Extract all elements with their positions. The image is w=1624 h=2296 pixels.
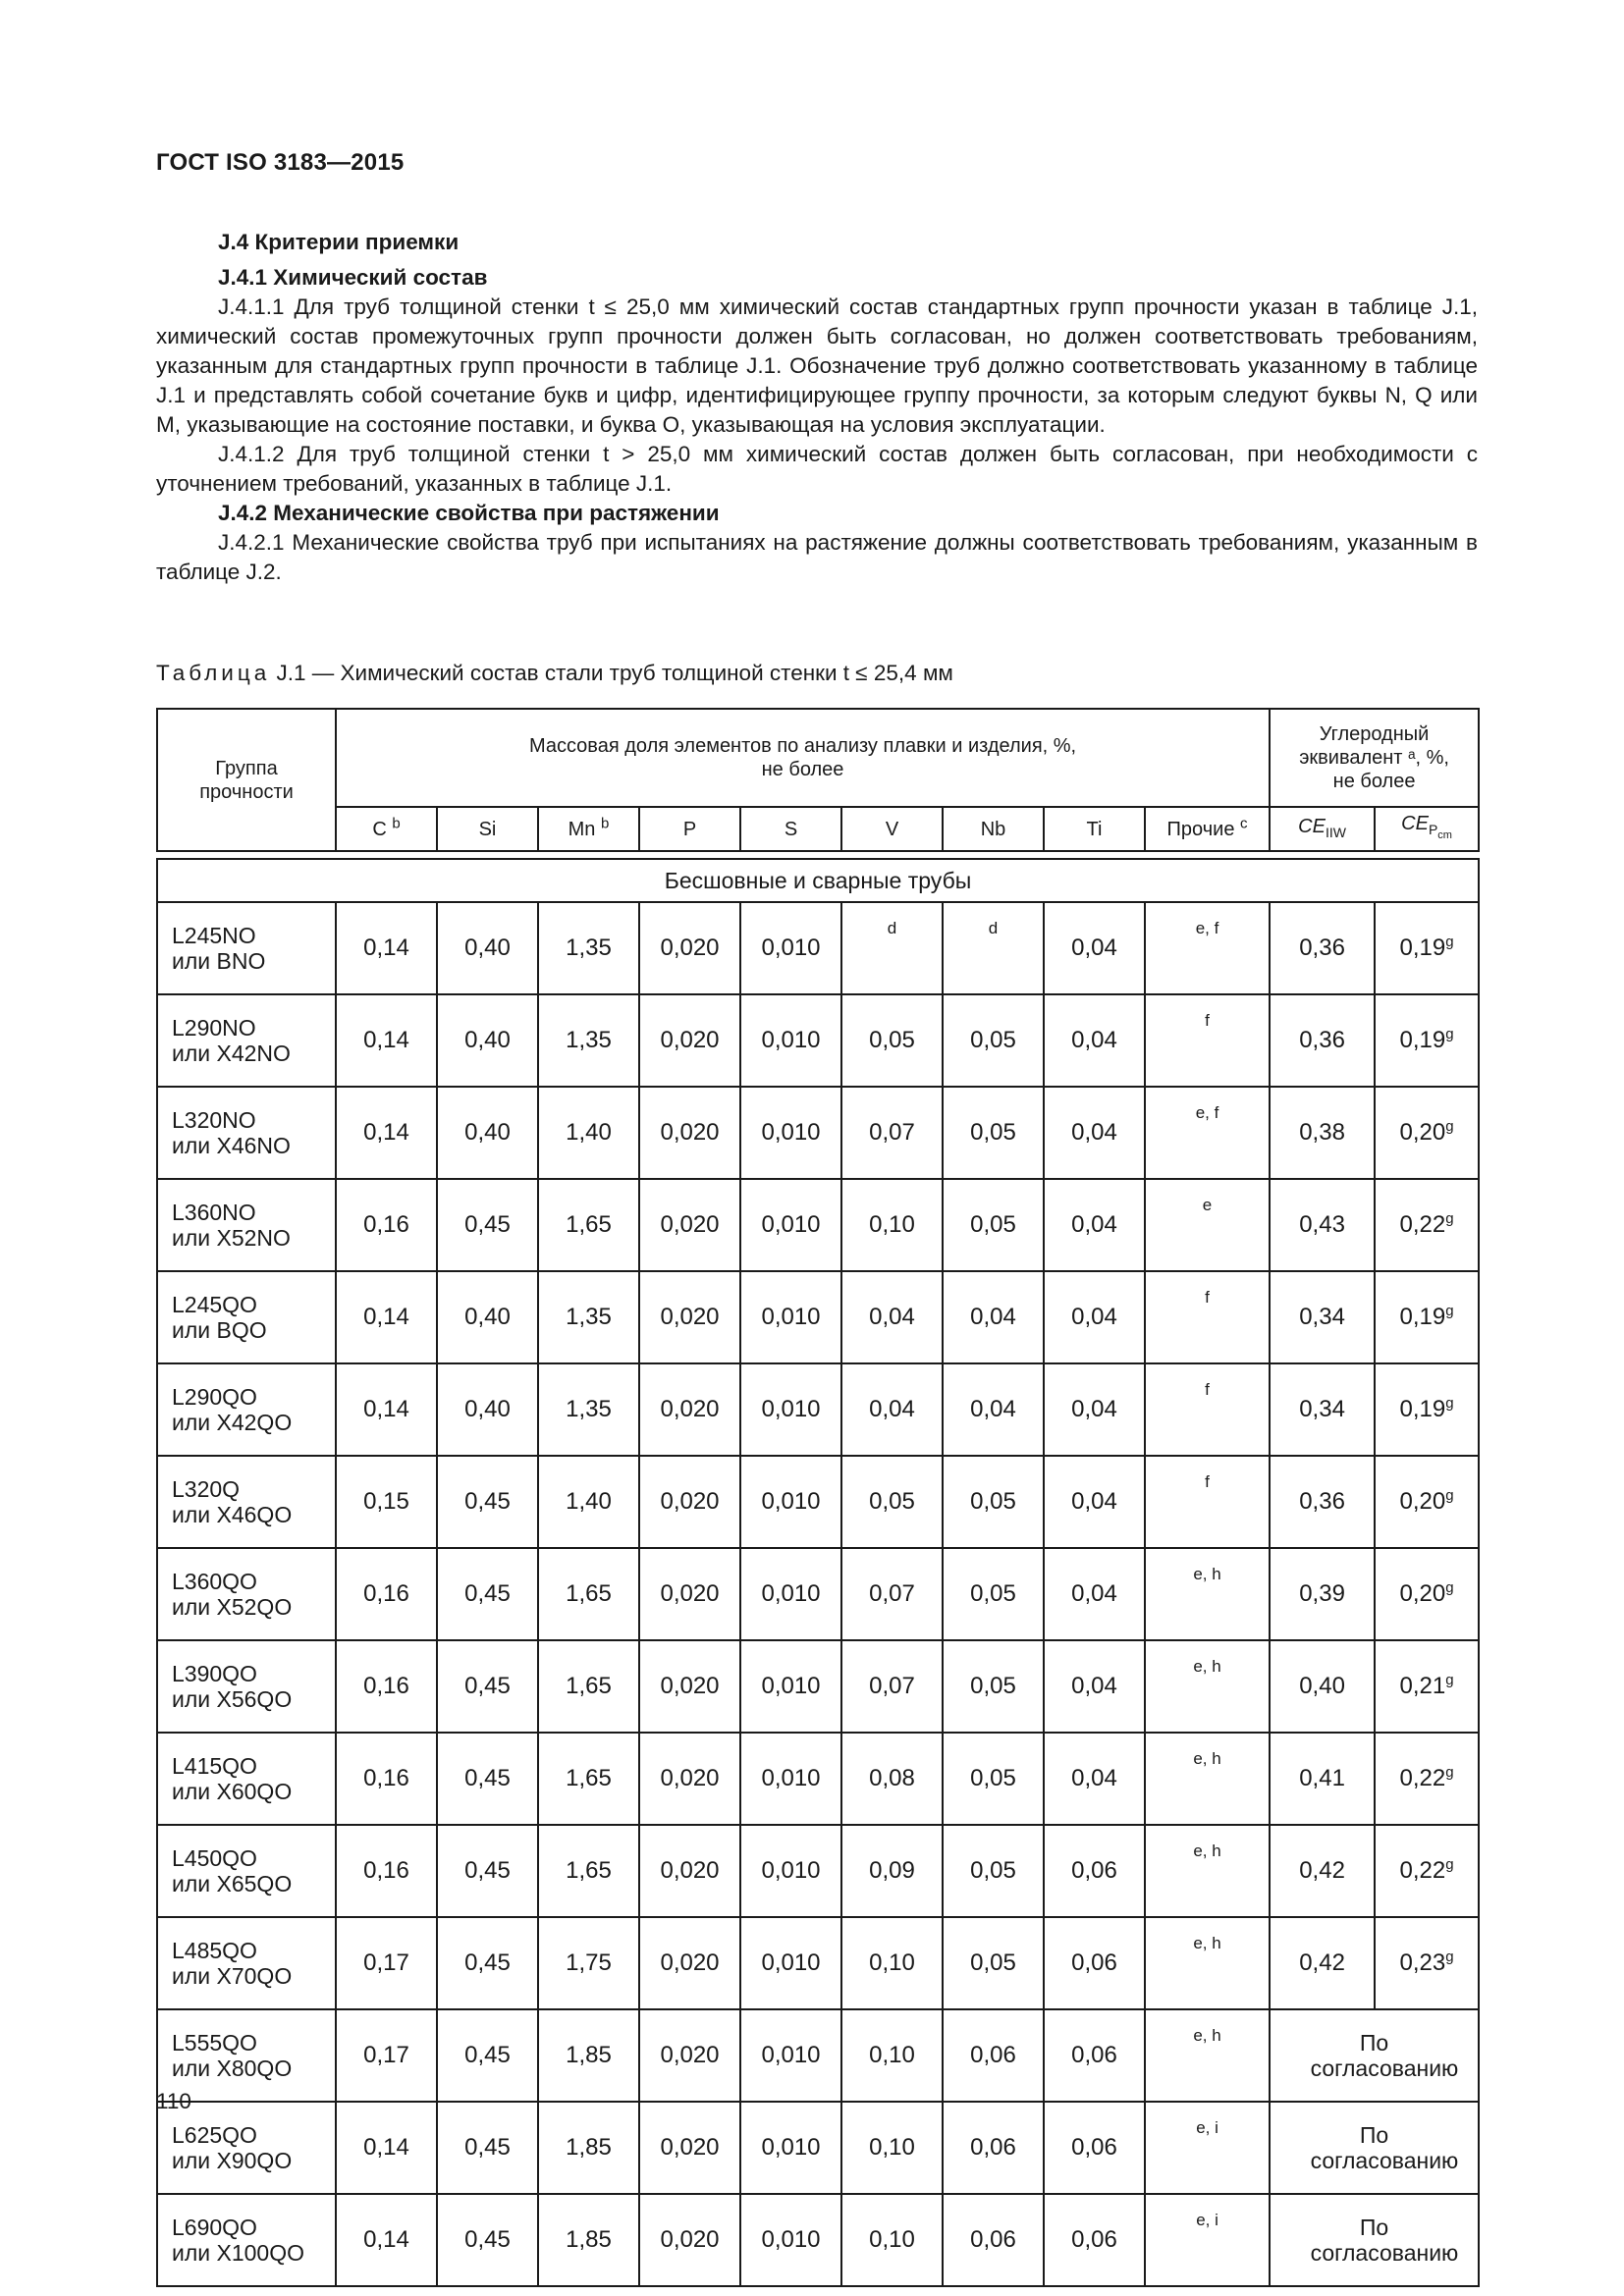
cell-ti: 0,04 xyxy=(1044,1179,1145,1271)
cell-c: 0,14 xyxy=(336,1087,437,1179)
cell-c: 0,14 xyxy=(336,2194,437,2286)
cell-s: 0,010 xyxy=(740,902,841,994)
ce-pcm-value: 0,19 xyxy=(1399,1304,1446,1330)
cell-ti: 0,04 xyxy=(1044,902,1145,994)
cell-p: 0,020 xyxy=(639,1917,740,2009)
cell-nb: 0,05 xyxy=(943,1456,1044,1548)
cell-c: 0,16 xyxy=(336,1548,437,1640)
cell-ce-iiw: 0,39 xyxy=(1270,1548,1375,1640)
cell-ti: 0,06 xyxy=(1044,1917,1145,2009)
cell-mn: 1,65 xyxy=(538,1640,639,1733)
cell-ce-pcm xyxy=(1375,994,1479,1087)
cell-ce-iiw: 0,38 xyxy=(1270,1087,1375,1179)
cell-v: 0,04 xyxy=(841,1271,943,1363)
chemical-composition-table xyxy=(156,708,1480,2287)
grade-alt-name: или X52QO xyxy=(172,1594,293,1620)
cell-ti: 0,04 xyxy=(1044,1087,1145,1179)
paragraph-j421: J.4.2.1 Механические свойства труб при испытаниях на растяжение должны соответствовать требованиям, указанным в таблице J.2. xyxy=(156,530,1478,584)
table-row xyxy=(157,1733,1479,1825)
cell-ce-iiw: 0,34 xyxy=(1270,1271,1375,1363)
grade-cell xyxy=(157,994,336,1087)
cell-other: f xyxy=(1145,994,1270,1087)
ce-pcm-value: 0,19 xyxy=(1399,934,1446,961)
grade-cell xyxy=(157,2194,336,2286)
cell-other: e, h xyxy=(1145,1917,1270,2009)
table-row xyxy=(157,1917,1479,2009)
cell-nb: 0,06 xyxy=(943,2102,1044,2194)
cell-nb: 0,05 xyxy=(943,994,1044,1087)
grade-alt-name: или BQO xyxy=(172,1317,267,1343)
cell-mn: 1,85 xyxy=(538,2009,639,2102)
header-carbon-equivalent xyxy=(1270,709,1479,807)
ce-pcm-value: 0,21 xyxy=(1399,1673,1446,1699)
ce-pcm-value: 0,23 xyxy=(1399,1949,1446,1976)
cell-ce-pcm xyxy=(1375,1640,1479,1733)
cell-other: e, f xyxy=(1145,1087,1270,1179)
grade-alt-name: или X46NO xyxy=(172,1133,291,1158)
cell-s: 0,010 xyxy=(740,2194,841,2286)
grade-alt-name: или X70QO xyxy=(172,1963,293,1989)
header-carbon-equivalent-text: Углеродный эквивалент ᵃ, %, не более xyxy=(1299,723,1449,792)
table-row xyxy=(157,1825,1479,1917)
grade-alt-name: или X65QO xyxy=(172,1871,293,1896)
header-mass-fraction-text: Массовая доля элементов по анализу плавки и изделия, %, не более xyxy=(528,735,1077,780)
by-agreement-text: По согласованию xyxy=(1310,2215,1459,2266)
cell-nb: 0,05 xyxy=(943,1640,1044,1733)
cell-s: 0,010 xyxy=(740,1363,841,1456)
cell-ce-iiw: 0,40 xyxy=(1270,1640,1375,1733)
cell-mn: 1,35 xyxy=(538,1271,639,1363)
cell-si: 0,45 xyxy=(437,2009,538,2102)
ce-pcm-note: g xyxy=(1445,1949,1454,1965)
grade-name: L415QO xyxy=(172,1753,257,1779)
heading-j42: J.4.2 Механические свойства при растяжении xyxy=(218,501,720,525)
ce-pcm-value: 0,22 xyxy=(1399,1857,1446,1884)
grade-cell xyxy=(157,1825,336,1917)
grade-alt-name: или X100QO xyxy=(172,2240,305,2266)
grade-cell xyxy=(157,1640,336,1733)
ce-pcm-note: g xyxy=(1445,1118,1454,1135)
cell-ce-iiw: 0,36 xyxy=(1270,902,1375,994)
cell-c: 0,14 xyxy=(336,902,437,994)
cell-ce-pcm xyxy=(1375,902,1479,994)
cell-ce-iiw: 0,42 xyxy=(1270,1917,1375,2009)
cell-v: 0,10 xyxy=(841,2009,943,2102)
cell-s: 0,010 xyxy=(740,2009,841,2102)
cell-c: 0,15 xyxy=(336,1456,437,1548)
ce-pcm-value: 0,20 xyxy=(1399,1580,1446,1607)
cell-mn: 1,65 xyxy=(538,1548,639,1640)
cell-other: e, h xyxy=(1145,1733,1270,1825)
cell-p: 0,020 xyxy=(639,1363,740,1456)
cell-c: 0,16 xyxy=(336,1179,437,1271)
table-row xyxy=(157,1271,1479,1363)
cell-p: 0,020 xyxy=(639,1640,740,1733)
cell-p: 0,020 xyxy=(639,1456,740,1548)
cell-s: 0,010 xyxy=(740,1179,841,1271)
by-agreement-text: По согласованию xyxy=(1310,2030,1459,2081)
cell-si: 0,40 xyxy=(437,1271,538,1363)
cell-nb: 0,06 xyxy=(943,2194,1044,2286)
cell-p: 0,020 xyxy=(639,2102,740,2194)
table-row xyxy=(157,1363,1479,1456)
cell-v: 0,04 xyxy=(841,1363,943,1456)
cell-p: 0,020 xyxy=(639,2009,740,2102)
cell-v: 0,07 xyxy=(841,1087,943,1179)
cell-c: 0,16 xyxy=(336,1825,437,1917)
cell-other: e, i xyxy=(1145,2102,1270,2194)
grade-cell xyxy=(157,1917,336,2009)
cell-s: 0,010 xyxy=(740,1825,841,1917)
cell-mn: 1,85 xyxy=(538,2194,639,2286)
cell-mn: 1,65 xyxy=(538,1733,639,1825)
cell-c: 0,17 xyxy=(336,2009,437,2102)
header-element-other: Прочие $^c$ xyxy=(1145,807,1270,851)
cell-p: 0,020 xyxy=(639,2194,740,2286)
cell-ti: 0,04 xyxy=(1044,1271,1145,1363)
grade-name: L360QO xyxy=(172,1569,257,1594)
grade-cell xyxy=(157,1733,336,1825)
ce-pcm-value: 0,22 xyxy=(1399,1765,1446,1791)
cell-by-agreement xyxy=(1270,2102,1479,2194)
cell-c: 0,14 xyxy=(336,1271,437,1363)
cell-v: 0,05 xyxy=(841,1456,943,1548)
cell-other: e, h xyxy=(1145,2009,1270,2102)
ce-pcm-note: g xyxy=(1445,1487,1454,1504)
grade-name: L320NO xyxy=(172,1107,256,1133)
cell-ti: 0,04 xyxy=(1044,1456,1145,1548)
table-row xyxy=(157,994,1479,1087)
grade-name: L450QO xyxy=(172,1845,257,1871)
cell-nb: 0,05 xyxy=(943,1179,1044,1271)
cell-ti: 0,04 xyxy=(1044,1733,1145,1825)
cell-mn: 1,35 xyxy=(538,902,639,994)
cell-ce-pcm xyxy=(1375,1179,1479,1271)
ce-pcm-note: g xyxy=(1445,1672,1454,1688)
cell-v: 0,10 xyxy=(841,1179,943,1271)
grade-name: L245NO xyxy=(172,923,256,948)
ce-pcm-value: 0,20 xyxy=(1399,1488,1446,1515)
grade-name: L390QO xyxy=(172,1661,257,1686)
grade-alt-name: или BNO xyxy=(172,948,266,974)
cell-mn: 1,40 xyxy=(538,1456,639,1548)
cell-v: 0,10 xyxy=(841,2102,943,2194)
header-element-nb: Nb xyxy=(943,807,1044,851)
ce-pcm-value: 0,20 xyxy=(1399,1119,1446,1146)
cell-s: 0,010 xyxy=(740,1548,841,1640)
header-ce-iiw: $CE_{IIW}$ xyxy=(1270,807,1375,851)
by-agreement-text: По согласованию xyxy=(1310,2122,1459,2173)
header-element-si: Si xyxy=(437,807,538,851)
cell-nb: 0,05 xyxy=(943,1733,1044,1825)
cell-c: 0,16 xyxy=(336,1640,437,1733)
cell-ce-pcm xyxy=(1375,1087,1479,1179)
grade-name: L485QO xyxy=(172,1938,257,1963)
cell-si: 0,45 xyxy=(437,1548,538,1640)
cell-s: 0,010 xyxy=(740,1271,841,1363)
table-row xyxy=(157,902,1479,994)
cell-s: 0,010 xyxy=(740,1917,841,2009)
table-row xyxy=(157,2102,1479,2194)
cell-ti: 0,04 xyxy=(1044,1548,1145,1640)
header-element-v: V xyxy=(841,807,943,851)
cell-p: 0,020 xyxy=(639,1548,740,1640)
cell-s: 0,010 xyxy=(740,1733,841,1825)
cell-ti: 0,06 xyxy=(1044,2009,1145,2102)
cell-by-agreement xyxy=(1270,2009,1479,2102)
cell-s: 0,010 xyxy=(740,1087,841,1179)
section-label: Бесшовные и сварные трубы xyxy=(157,859,1479,902)
table-row xyxy=(157,1548,1479,1640)
grade-cell xyxy=(157,902,336,994)
cell-mn: 1,65 xyxy=(538,1179,639,1271)
table-row xyxy=(157,1456,1479,1548)
cell-nb: 0,05 xyxy=(943,1087,1044,1179)
cell-nb: 0,04 xyxy=(943,1271,1044,1363)
cell-v: 0,09 xyxy=(841,1825,943,1917)
cell-ce-iiw: 0,41 xyxy=(1270,1733,1375,1825)
grade-cell xyxy=(157,2102,336,2194)
cell-c: 0,14 xyxy=(336,1363,437,1456)
grade-alt-name: или X42NO xyxy=(172,1041,291,1066)
cell-si: 0,40 xyxy=(437,902,538,994)
document-header: ГОСТ ISO 3183—2015 xyxy=(156,149,405,176)
cell-other: f xyxy=(1145,1271,1270,1363)
cell-c: 0,17 xyxy=(336,1917,437,2009)
grade-cell xyxy=(157,1271,336,1363)
cell-ce-iiw: 0,36 xyxy=(1270,994,1375,1087)
table-row xyxy=(157,2194,1479,2286)
cell-other: e, f xyxy=(1145,902,1270,994)
cell-nb: d xyxy=(943,902,1044,994)
grade-name: L290NO xyxy=(172,1015,256,1041)
cell-other: f xyxy=(1145,1456,1270,1548)
cell-si: 0,45 xyxy=(437,1640,538,1733)
cell-p: 0,020 xyxy=(639,902,740,994)
ce-pcm-value: 0,19 xyxy=(1399,1396,1446,1422)
ce-pcm-value: 0,22 xyxy=(1399,1211,1446,1238)
cell-p: 0,020 xyxy=(639,1179,740,1271)
table-row xyxy=(157,1179,1479,1271)
cell-mn: 1,65 xyxy=(538,1825,639,1917)
grade-name: L245QO xyxy=(172,1292,257,1317)
grade-alt-name: или X60QO xyxy=(172,1779,293,1804)
table-row xyxy=(157,1640,1479,1733)
table-caption-text: J.1 — Химический состав стали труб толщиной стенки t ≤ 25,4 мм xyxy=(276,661,953,685)
header-group: Группа прочности xyxy=(157,709,336,851)
cell-v: 0,08 xyxy=(841,1733,943,1825)
cell-p: 0,020 xyxy=(639,1271,740,1363)
cell-c: 0,14 xyxy=(336,2102,437,2194)
cell-ti: 0,04 xyxy=(1044,994,1145,1087)
body-text xyxy=(156,228,1478,587)
cell-p: 0,020 xyxy=(639,1087,740,1179)
cell-si: 0,45 xyxy=(437,1917,538,2009)
cell-s: 0,010 xyxy=(740,1456,841,1548)
header-element-s: S xyxy=(740,807,841,851)
header-ce-pcm: $CE_{P_{cm}}$ xyxy=(1375,807,1479,851)
cell-nb: 0,06 xyxy=(943,2009,1044,2102)
cell-other: e, i xyxy=(1145,2194,1270,2286)
grade-name: L360NO xyxy=(172,1200,256,1225)
grade-name: L320Q xyxy=(172,1476,241,1502)
cell-ti: 0,06 xyxy=(1044,2102,1145,2194)
table-row xyxy=(157,2009,1479,2102)
cell-ce-pcm xyxy=(1375,1733,1479,1825)
header-mass-fraction xyxy=(336,709,1270,807)
paragraph-j411: J.4.1.1 Для труб толщиной стенки t ≤ 25,0 мм химический состав стандартных групп прочности указан в таблице J.1, химический состав промежуточных групп прочности должен быть согласован, но должен соответствовать требованиям, указанным для стандартных групп прочности в таблице J.1. Обозначение труб должно соответствовать указанному в таблице J.1 и представлять собой сочетание букв и цифр, идентифицирующее группу прочности, за которым следуют буквы N, Q или M, указывающие на состояние поставки, и буква O, указывающая на условия эксплуатации. xyxy=(156,294,1478,437)
header-element-p: P xyxy=(639,807,740,851)
page-number: 110 xyxy=(156,2089,191,2113)
cell-mn: 1,40 xyxy=(538,1087,639,1179)
grade-cell xyxy=(157,1363,336,1456)
header-element-ti: Ti xyxy=(1044,807,1145,851)
cell-v: 0,07 xyxy=(841,1640,943,1733)
cell-ti: 0,06 xyxy=(1044,1825,1145,1917)
ce-pcm-note: g xyxy=(1445,1856,1454,1873)
cell-ti: 0,06 xyxy=(1044,2194,1145,2286)
cell-v: 0,10 xyxy=(841,1917,943,2009)
paragraph-j412: J.4.1.2 Для труб толщиной стенки t > 25,0 мм химический состав должен быть согласован, при необходимости с уточнением требований, указанных в таблице J.1. xyxy=(156,442,1478,496)
grade-cell xyxy=(157,1179,336,1271)
cell-si: 0,45 xyxy=(437,1733,538,1825)
cell-si: 0,45 xyxy=(437,1179,538,1271)
cell-p: 0,020 xyxy=(639,1825,740,1917)
cell-ce-pcm xyxy=(1375,1363,1479,1456)
cell-p: 0,020 xyxy=(639,994,740,1087)
cell-mn: 1,35 xyxy=(538,1363,639,1456)
cell-by-agreement xyxy=(1270,2194,1479,2286)
cell-nb: 0,04 xyxy=(943,1363,1044,1456)
cell-s: 0,010 xyxy=(740,1640,841,1733)
cell-s: 0,010 xyxy=(740,994,841,1087)
header-element-mn: Mn $^b$ xyxy=(538,807,639,851)
header-element-c: C $^b$ xyxy=(336,807,437,851)
cell-c: 0,14 xyxy=(336,994,437,1087)
cell-ce-iiw: 0,34 xyxy=(1270,1363,1375,1456)
cell-ce-pcm xyxy=(1375,1825,1479,1917)
cell-si: 0,45 xyxy=(437,1456,538,1548)
grade-name: L290QO xyxy=(172,1384,257,1410)
cell-nb: 0,05 xyxy=(943,1825,1044,1917)
cell-mn: 1,85 xyxy=(538,2102,639,2194)
cell-ti: 0,04 xyxy=(1044,1640,1145,1733)
cell-v: d xyxy=(841,902,943,994)
ce-pcm-note: g xyxy=(1445,1026,1454,1042)
cell-ce-pcm xyxy=(1375,1271,1479,1363)
grade-cell xyxy=(157,1087,336,1179)
ce-pcm-value: 0,19 xyxy=(1399,1027,1446,1053)
cell-ce-pcm xyxy=(1375,1456,1479,1548)
heading-j41: J.4.1 Химический состав xyxy=(218,265,488,290)
cell-mn: 1,75 xyxy=(538,1917,639,2009)
grade-cell xyxy=(157,2009,336,2102)
grade-cell xyxy=(157,1548,336,1640)
grade-name: L690QO xyxy=(172,2215,257,2240)
cell-ce-iiw: 0,43 xyxy=(1270,1179,1375,1271)
cell-ce-iiw: 0,36 xyxy=(1270,1456,1375,1548)
cell-si: 0,45 xyxy=(437,2194,538,2286)
ce-pcm-note: g xyxy=(1445,1210,1454,1227)
cell-nb: 0,05 xyxy=(943,1917,1044,2009)
grade-alt-name: или X52NO xyxy=(172,1225,291,1251)
grade-cell xyxy=(157,1456,336,1548)
table-caption xyxy=(156,659,953,688)
cell-si: 0,40 xyxy=(437,1363,538,1456)
cell-v: 0,10 xyxy=(841,2194,943,2286)
cell-ce-pcm xyxy=(1375,1917,1479,2009)
ce-pcm-note: g xyxy=(1445,1579,1454,1596)
cell-p: 0,020 xyxy=(639,1733,740,1825)
grade-name: L555QO xyxy=(172,2030,257,2056)
cell-other: e, h xyxy=(1145,1640,1270,1733)
cell-mn: 1,35 xyxy=(538,994,639,1087)
cell-si: 0,45 xyxy=(437,2102,538,2194)
cell-other: e, h xyxy=(1145,1825,1270,1917)
heading-j4: J.4 Критерии приемки xyxy=(218,230,460,254)
cell-ce-iiw: 0,42 xyxy=(1270,1825,1375,1917)
cell-ce-pcm xyxy=(1375,1548,1479,1640)
ce-pcm-note: g xyxy=(1445,1764,1454,1781)
cell-c: 0,16 xyxy=(336,1733,437,1825)
cell-s: 0,010 xyxy=(740,2102,841,2194)
grade-alt-name: или X46QO xyxy=(172,1502,293,1527)
table-row xyxy=(157,1087,1479,1179)
grade-alt-name: или X56QO xyxy=(172,1686,293,1712)
cell-si: 0,40 xyxy=(437,1087,538,1179)
grade-alt-name: или X80QO xyxy=(172,2056,293,2081)
cell-si: 0,40 xyxy=(437,994,538,1087)
cell-nb: 0,05 xyxy=(943,1548,1044,1640)
grade-name: L625QO xyxy=(172,2122,257,2148)
cell-other: e xyxy=(1145,1179,1270,1271)
cell-v: 0,05 xyxy=(841,994,943,1087)
cell-other: e, h xyxy=(1145,1548,1270,1640)
cell-ti: 0,04 xyxy=(1044,1363,1145,1456)
grade-alt-name: или X90QO xyxy=(172,2148,293,2173)
grade-alt-name: или X42QO xyxy=(172,1410,293,1435)
ce-pcm-note: g xyxy=(1445,934,1454,950)
cell-other: f xyxy=(1145,1363,1270,1456)
ce-pcm-note: g xyxy=(1445,1395,1454,1412)
table-caption-word: Таблица xyxy=(156,661,271,685)
cell-si: 0,45 xyxy=(437,1825,538,1917)
cell-v: 0,07 xyxy=(841,1548,943,1640)
ce-pcm-note: g xyxy=(1445,1303,1454,1319)
